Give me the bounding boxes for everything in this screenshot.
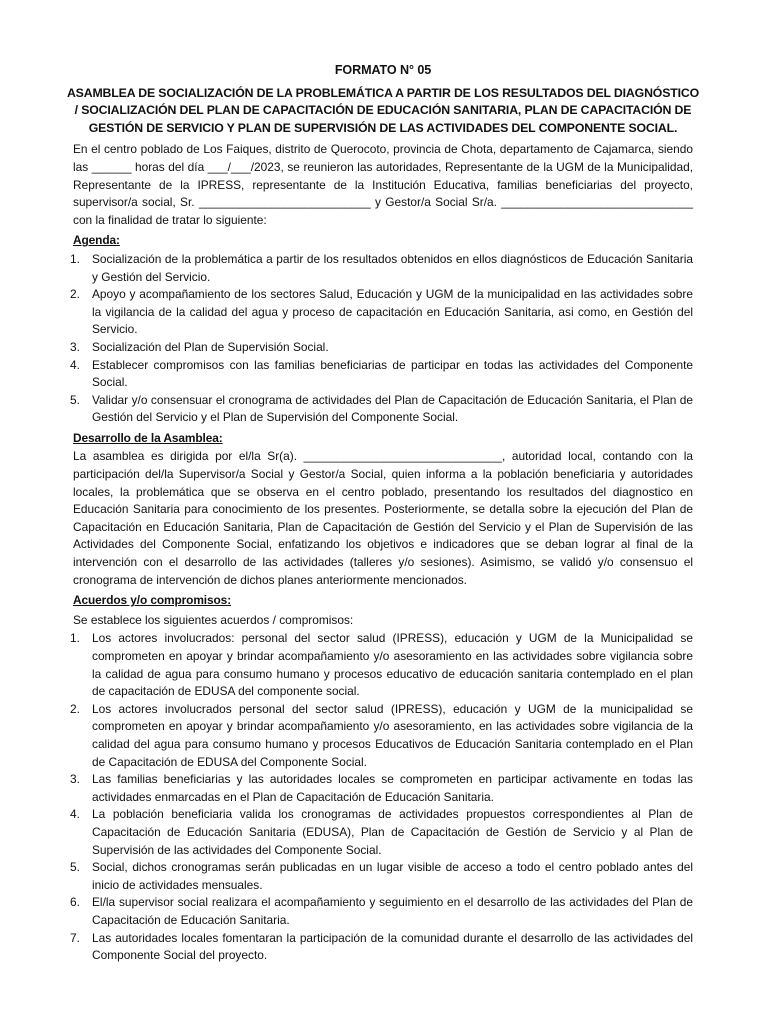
- item-text: Socialización de la problemática a partir de los resultados obtenidos en ellos diagnósticos de Educación Sanitaria y Gestión del Servicio.: [92, 251, 693, 284]
- list-item: [70, 251, 693, 286]
- item-text: Social, dichos cronogramas serán publicadas en un lugar visible de acceso a todo el centro poblado antes del inicio de actividades mensuales.: [92, 860, 693, 892]
- list-item: [70, 771, 693, 806]
- agenda-list: [70, 251, 693, 427]
- agenda-heading: Agenda:: [73, 233, 120, 248]
- item-text: La población beneficiaria valida los cronogramas de actividades propuestos correspondientes al Plan de Capacitación de Educación Sanitaria (EDUSA), Plan de Capacitación de Gestión de Servicio y al Plan de Supervisión de las actividades del Componente Social.: [92, 807, 693, 857]
- item-number: 3.: [70, 339, 80, 354]
- item-text: Las familias beneficiarias y las autoridades locales se comprometen en participar activamente en todas las actividades enmarcadas en el Plan de Capacitación de Educación Sanitaria.: [92, 772, 693, 804]
- acuerdos-intro: Se establece los siguientes acuerdos / compromisos:: [73, 612, 354, 627]
- list-item: [70, 392, 693, 427]
- item-number: 1.: [70, 631, 80, 646]
- format-title: FORMATO N° 05: [334, 63, 432, 77]
- list-item: [70, 701, 693, 771]
- item-number: 2.: [70, 701, 80, 716]
- list-item: [70, 806, 693, 859]
- item-number: 6.: [70, 895, 80, 910]
- item-text: Establecer compromisos con las familias beneficiarias de participar en todas las actividades del Componente Social.: [92, 357, 693, 390]
- desarrollo-paragraph: La asamblea es dirigida por el/la Sr(a). ______________________________, autoridad local, contando con la participación del/la Supervisor/a Social y Gestor/a Social, quien informa a la población beneficiaria y autoridades locales, la problemática que se observa en el centro poblado, presentando los resultados del diagnostico en Educación Sanitaria para conocimiento de los presentes. Posteriormente, se detalla sobre la ejecución del Plan de Capacitación en Educación Sanitaria, Plan de Capacitación de Gestión del Servicio y el Plan de Supervisión de las Actividades del Componente Social, enfatizando los objetivos e indicadores que se deban lograr al final de la intervención con el desarrollo de las actividades (talleres y/o sesiones). Asimismo, se validó y/o consensuo el cronograma de intervención de dichos planes anteriormente mencionados.: [73, 449, 693, 587]
- item-number: 2.: [70, 287, 80, 302]
- item-number: 3.: [70, 772, 80, 787]
- item-text: Las autoridades locales fomentaran la participación de la comunidad durante el desarrollo de las actividades del Componente Social del proyecto.: [92, 930, 693, 963]
- list-item: [70, 357, 693, 392]
- item-number: 5.: [70, 860, 80, 875]
- item-text: Validar y/o consensuar el cronograma de actividades del Plan de Capacitación de Educación Sanitaria, el Plan de Gestión del Servicio y el Plan de Supervisión del Componente Social.: [92, 392, 693, 425]
- desarrollo-heading: Desarrollo de la Asamblea:: [73, 430, 223, 445]
- list-item: [70, 286, 693, 339]
- item-number: 4.: [70, 807, 80, 822]
- item-number: 1.: [70, 251, 80, 266]
- item-text: El/la supervisor social realizara el acompañamiento y seguimiento en el desarrollo de las actividades del Plan de Capacitación de Educación Sanitaria.: [92, 895, 693, 927]
- list-item: [70, 894, 693, 929]
- item-number: 5.: [70, 392, 80, 407]
- item-text: Los actores involucrados: personal del sector salud (IPRESS), educación y UGM de la Municipalidad se comprometen en apoyar y brindar acompañamiento y/o asesoramiento en las actividades sobre vigilancia sobre la calidad de agua para consumo humano y procesos educativo de educación sanitaria contemplado en el plan de capacitación de EDUSA del componente social.: [92, 631, 693, 699]
- item-number: 4.: [70, 357, 80, 372]
- list-item: [70, 930, 693, 965]
- acuerdos-heading: Acuerdos y/o compromisos:: [73, 593, 232, 608]
- intro-paragraph: En el centro poblado de Los Faiques, distrito de Querocoto, provincia de Chota, departamento de Cajamarca, siendo las ______ horas del día ___/___/2023, se reunieron las autoridades, Representante de la UGM de la Municipalidad, Representante de la IPRESS, representante de la Institución Educativa, familias beneficiarias del proyecto, supervisor/a social, Sr. __________________________ y Gestor/a Social Sr/a. _____________________________ con la finalidad de tratar lo siguiente:: [73, 142, 693, 227]
- list-item: [70, 630, 693, 700]
- main-title: ASAMBLEA DE SOCIALIZACIÓN DE LA PROBLEMÁTICA A PARTIR DE LOS RESULTADOS DEL DIAGNÓSTICO / SOCIALIZACIÓN DEL PLAN DE CAPACITACIÓN DE EDUCACIÓN SANITARIA, PLAN DE CAPACITACIÓN DE GESTIÓN DE SERVICIO Y PLAN DE SUPERVISIÓN DE LAS ACTIVIDADES DEL COMPONENTE SOCIAL.: [66, 85, 700, 135]
- item-number: 7.: [70, 930, 80, 945]
- document-page: [66, 62, 700, 965]
- list-item: [70, 339, 693, 357]
- item-text: Socialización del Plan de Supervisión Social.: [92, 339, 329, 354]
- item-text: Apoyo y acompañamiento de los sectores Salud, Educación y UGM de la municipalidad en las actividades sobre la vigilancia de la calidad del agua y proceso de capacitación en Educación Sanitaria, asi como, en Gestión del Servicio.: [92, 287, 693, 337]
- list-item: [70, 859, 693, 894]
- acuerdos-list: [70, 630, 693, 964]
- item-text: Los actores involucrados personal del sector salud (IPRESS), educación y UGM de la municipalidad se comprometen en apoyar y brindar acompañamiento y/o asesoramiento, en las actividades sobre vigilancia de la calidad del agua para consumo humano y procesos Educativos de Educación Sanitaria contemplado en el Plan de Capacitación de EDUSA del Componente Social.: [92, 701, 693, 769]
